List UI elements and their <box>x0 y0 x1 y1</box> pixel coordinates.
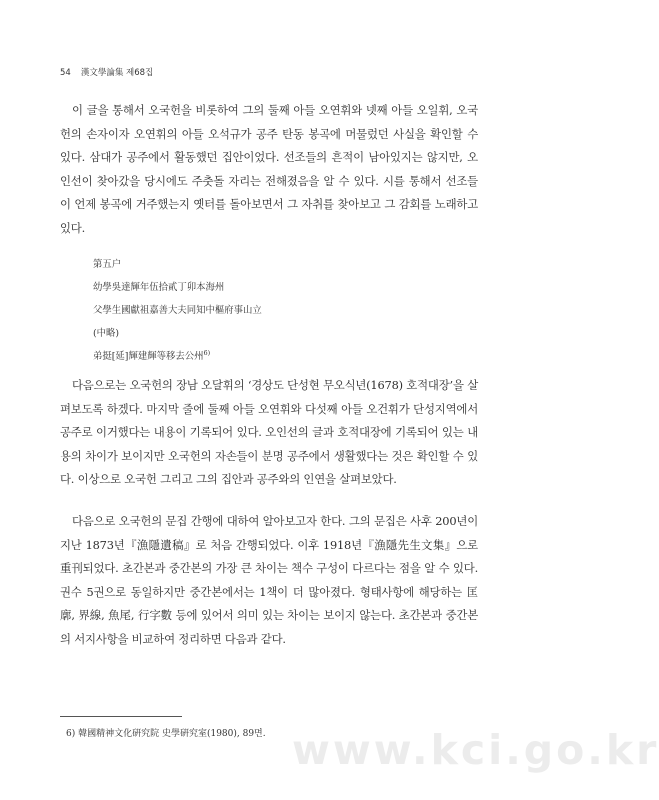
footnote-6: 6) 韓國精神文化硏究院 史學硏究室(1980), 89면. <box>66 729 266 739</box>
paragraph-text: 이 글을 통해서 오국헌을 비롯하여 그의 둘째 아들 오연휘와 넷째 아들 오일휘, 오국헌의 손자이자 오연휘의 아들 오석규가 공주 탄동 봉곡에 머물렀던 사실을 확인할 수 있다. 삼대가 공주에서 활동했던 집안이었다. 선조들의 흔적이 남아있지는 않지만, 오인선이 찾아갔을 당시에도 주춧돌 자리는 전해졌음을 알 수 있다. 시를 통해서 선조들이 언제 봉곡에 거주했는지 옛터를 돌아보면서 그 자취를 찾아보고 그 감회를 노래하고 있다. <box>60 103 478 235</box>
quote-line-2: 幼學吳達輝年伍拾貳丁卯本海州 <box>93 282 225 293</box>
page-number: 54 <box>60 68 71 78</box>
block-quote-census-record <box>93 253 262 368</box>
watermark: www.kci.go.kr <box>292 726 659 774</box>
body-paragraph-2 <box>60 374 478 492</box>
body-paragraph-1 <box>60 99 478 241</box>
quote-line-4: (中略) <box>93 328 120 339</box>
journal-title: 漢文學論集 제68집 <box>80 68 154 78</box>
quote-line-5-text: 弟挺[延]輝建輝等移去公州 <box>93 351 204 362</box>
footnote-reference[interactable]: 6) <box>203 348 211 357</box>
paragraph-text: 다음으로 오국헌의 문집 간행에 대하여 알아보고자 한다. 그의 문집은 사후 200년이 지난 1873년『漁隱遺稿』로 처음 간행되었다. 이후 1918년『漁隱先生文集』으로 重刊되었다. 초간본과 중간본의 가장 큰 차이는 책수 구성이 다르다는 점을 알 수 있다. 권수 5권으로 동일하지만 중간본에서는 1책이 더 많아졌다. 형태사항에 해당하는 匡廓, 界線, 魚尾, 行字數 등에 있어서 의미 있는 차이는 보이지 않는다. 초간본과 중간본의 서지사항을 비교하여 정리하면 다음과 같다. <box>60 514 478 646</box>
body-paragraph-3 <box>60 510 478 652</box>
quote-line-1: 第五户 <box>93 259 122 270</box>
paragraph-text: 다음으로는 오국헌의 장남 오달휘의 ‘경상도 단성현 무오식년(1678) 호적대장’을 살펴보도록 하겠다. 마지막 줄에 둘째 아들 오연휘와 다섯째 아들 오건휘가 단성지역에서 공주로 이거했다는 내용이 기록되어 있다. 오인선의 글과 호적대장에 기록되어 있는 내용의 차이가 보이지만 오국헌의 자손들이 분명 공주에서 생활했다는 것은 확인할 수 있다. 이상으로 오국헌 그리고 그의 집안과 공주와의 인연을 살펴보았다. <box>60 378 478 487</box>
quote-line-3: 父學生國獻祖嘉善大夫同知中樞府事山立 <box>93 305 262 316</box>
quote-line-5 <box>93 345 262 368</box>
footnote-divider <box>60 716 182 717</box>
running-header <box>60 66 153 78</box>
